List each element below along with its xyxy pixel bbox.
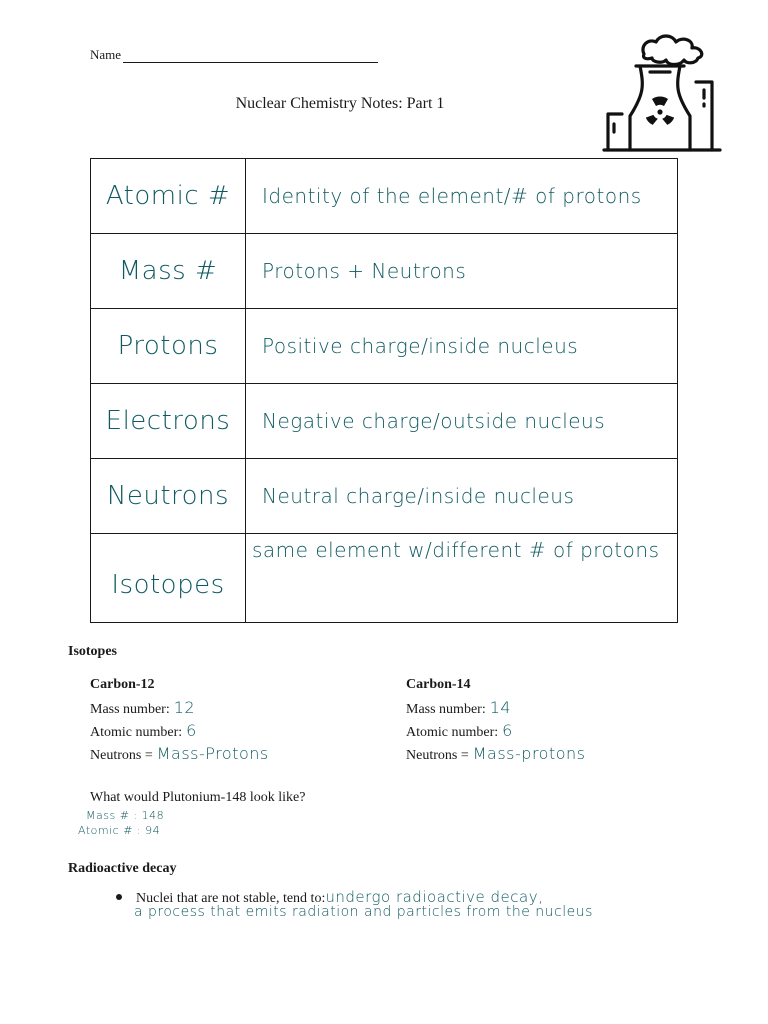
carbon-12-title: Carbon-12 <box>90 677 155 692</box>
table-row <box>91 534 678 623</box>
term-cell: Mass # <box>91 234 246 309</box>
atomic-number-value: 6 <box>502 721 513 740</box>
table-row <box>91 159 678 234</box>
carbon-14-block <box>406 674 586 765</box>
atomic-number-value: 6 <box>186 721 197 740</box>
name-blank <box>123 49 378 63</box>
page-title: Nuclear Chemistry Notes: Part 1 <box>235 95 445 112</box>
table-row <box>91 234 678 309</box>
table-row <box>91 309 678 384</box>
definition-cell: Protons + Neutrons <box>246 234 678 309</box>
mass-number-label: Mass number: <box>406 702 486 717</box>
term-cell: Neutrons <box>91 459 246 534</box>
neutrons-row <box>406 742 586 765</box>
definition-cell: Identity of the element/# of protons <box>246 159 678 234</box>
mass-number-row <box>90 696 269 719</box>
isotopes-heading: Isotopes <box>68 644 118 659</box>
mass-number-value: 14 <box>489 698 512 717</box>
table-row <box>91 459 678 534</box>
definition-cell: same element w/different # of protons <box>246 534 678 623</box>
definition-cell: Negative charge/outside nucleus <box>246 384 678 459</box>
atomic-number-row <box>90 719 269 742</box>
table-row <box>91 384 678 459</box>
definition-cell: Positive charge/inside nucleus <box>246 309 678 384</box>
nuclear-plant-icon <box>600 28 725 154</box>
term-cell: Electrons <box>91 384 246 459</box>
bullet-icon <box>116 894 122 900</box>
neutrons-value: Mass-protons <box>472 744 586 763</box>
radioactive-decay-heading: Radioactive decay <box>68 861 177 876</box>
neutrons-row <box>90 742 269 765</box>
neutrons-value: Mass-Protons <box>156 744 269 763</box>
plutonium-atomic-answer: Atomic # : 94 <box>78 824 161 837</box>
neutrons-label: Neutrons = <box>406 748 469 763</box>
atomic-number-label: Atomic number: <box>90 725 183 740</box>
name-label: Name <box>90 47 122 62</box>
plutonium-question: What would Plutonium-148 look like? <box>90 790 306 805</box>
term-cell: Protons <box>91 309 246 384</box>
term-cell: Atomic # <box>91 159 246 234</box>
name-field <box>90 47 378 63</box>
mass-number-label: Mass number: <box>90 702 170 717</box>
plutonium-mass-answer: Mass # : 148 <box>86 809 165 822</box>
carbon-12-block <box>90 674 269 765</box>
carbon-14-title: Carbon-14 <box>406 677 471 692</box>
atomic-number-label: Atomic number: <box>406 725 499 740</box>
vocab-table <box>90 158 678 623</box>
atomic-number-row <box>406 719 586 742</box>
term-cell: Isotopes <box>91 534 246 623</box>
bullet-label: Nuclei that are not stable, tend to: <box>136 891 326 906</box>
bullet-answer-continuation: a process that emits radiation and particles from the nucleus <box>134 904 593 920</box>
mass-number-value: 12 <box>173 698 196 717</box>
neutrons-label: Neutrons = <box>90 748 153 763</box>
definition-cell: Neutral charge/inside nucleus <box>246 459 678 534</box>
mass-number-row <box>406 696 586 719</box>
bullet-answer: undergo radioactive decay, <box>325 888 544 906</box>
